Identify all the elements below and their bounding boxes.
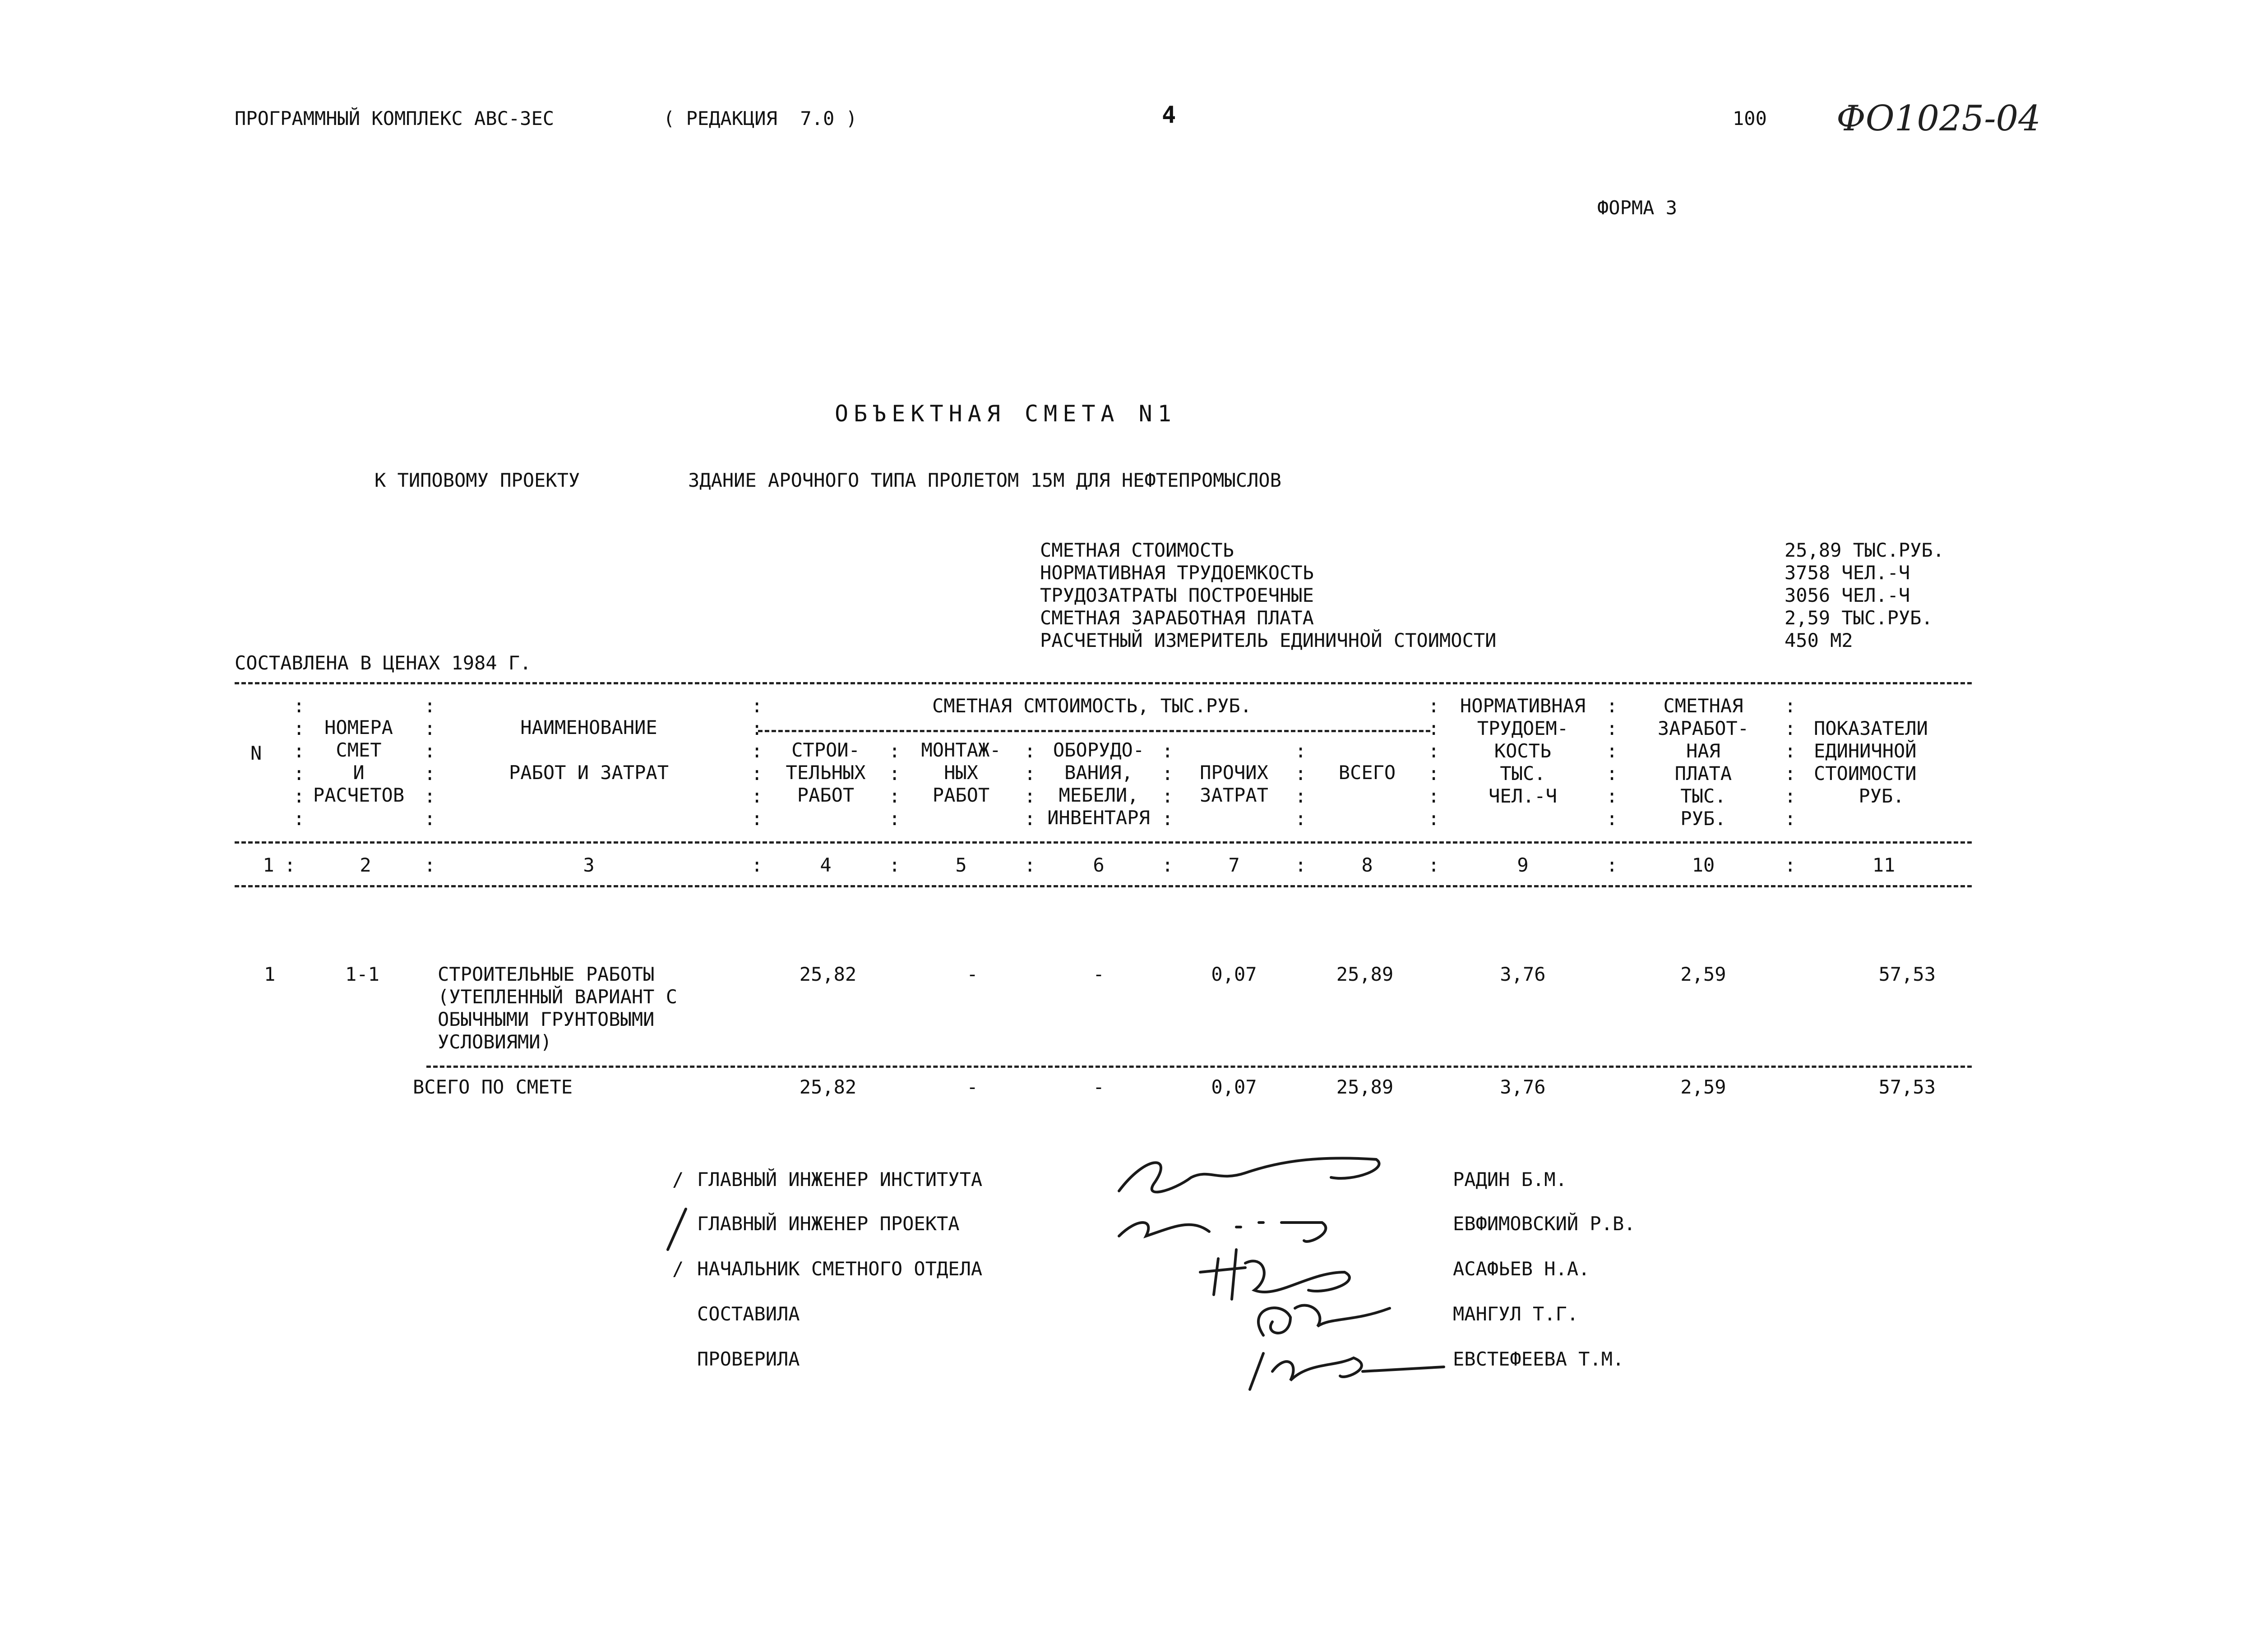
column-number: 5 [955,854,967,876]
signature-name: МАНГУЛ Т.Г. [1453,1303,1579,1325]
signature-evfimovsky [1119,1223,1326,1241]
row-labor: 3,76 [1500,963,1546,985]
signature-asafyev [1200,1250,1350,1299]
total-construction: 25,82 [799,1076,857,1098]
signature-mangul [1258,1306,1390,1335]
column-number: 6 [1093,854,1105,876]
header-cost-group: СМЕТНАЯ СМТОИМОСТЬ, ТЫС.РУБ. [932,695,1252,717]
signature-name: РАДИН Б.М. [1453,1168,1567,1191]
column-number: 7 [1228,854,1240,876]
header-installation-line: МОНТАЖ- [921,739,1001,761]
signature-role: ГЛАВНЫЙ ИНЖЕНЕР ПРОЕКТА [697,1213,960,1235]
summary-label: СМЕТНАЯ СТОИМОСТЬ [1040,539,1234,561]
header-indicators-line: СТОИМОСТИ [1814,762,1917,784]
header-other-line: ПРОЧИХ [1200,761,1268,784]
summary-value: 25,89 ТЫС.РУБ. [1784,539,1945,561]
header-wages-line: НАЯ [1686,740,1720,762]
header-n: N [250,742,262,764]
header-labor-line: ТЫС. [1500,762,1546,784]
header-wages-line: СМЕТНАЯ [1663,695,1743,717]
total-labor: 3,76 [1500,1076,1546,1098]
header-name-line: РАБОТ И ЗАТРАТ [509,761,669,784]
header-equipment-line: ВАНИЯ, [1064,761,1133,784]
header-construction-line: ТЕЛЬНЫХ [786,761,866,784]
signature-role: СОСТАВИЛА [697,1303,800,1325]
edition-label: ( РЕДАКЦИЯ 7.0 ) [663,107,857,129]
row-ref: 1-1 [345,963,379,985]
total-equipment: - [1093,1076,1105,1098]
document-page: ПРОГРАММНЫЙ КОМПЛЕКС АВС-3ЕС ( РЕДАКЦИЯ 7.0 ) 4 100 ФО1025-04 ФОРМА 3 ОБЪЕКТНАЯ СМЕТА N1 К ТИПОВОМУ ПРОЕКТУ ЗДАНИЕ АРОЧНОГО ТИПА ПРОЛЕТОМ 15М ДЛЯ НЕФТЕПРОМЫСЛОВ СМЕТНАЯ СТОИМОСТЬ 25,89 ТЫС.РУБ. НОРМАТИВНАЯ ТРУДОЕМКОСТЬ 3758 ЧЕЛ.-Ч ТРУДОЗАТРАТЫ ПОСТРОЕЧНЫЕ 3056 ЧЕЛ.-Ч СМЕТНАЯ ЗАРАБОТНАЯ ПЛАТА 2,59 ТЫС.РУБ. РАСЧЕТНЫЙ ИЗМЕРИТЕЛЬ ЕДИНИЧНОЙ СТОИМОСТИ 450 М2 СОСТАВЛЕНА В ЦЕНАХ 1984 Г. N НОМЕРА СМЕТ И РАСЧЕТОВ НАИМЕНОВАНИЕ РАБОТ И ЗАТРАТ СМЕТНАЯ СМТОИМОСТЬ, ТЫС.РУБ. СТРОИ- ТЕЛЬНЫХ РАБОТ МОНТАЖ- НЫХ РАБОТ ОБОРУДО- ВАНИЯ, МЕБЕЛИ, ИНВЕНТАРЯ ПРОЧИХ ЗАТРАТ ВСЕГО НОРМАТИВНАЯ ТРУДОЕМ- КОСТЬ ТЫС. ЧЕЛ.-Ч СМЕТНАЯ ЗАРАБОТ- НАЯ ПЛАТА ТЫС. РУБ. ПОКАЗАТЕЛИ ЕДИНИЧНОЙ СТОИМОСТИ РУБ. : : : : : : : : : : : : : : : : : : : : : : : : : : : : : : : : : : : : : : : : : : : : : : : : : : : : 1 2 3 4 5 6 7 8 9 10 11 : : : : : : : : : : 1 1-1 СТРОИТЕЛЬНЫЕ РАБОТЫ (УТЕПЛЕННЫЙ ВАРИАНТ С ОБЫЧНЫМИ ГРУНТОВЫМИ УСЛОВИЯМИ) 25,82 - - 0,07 25,89 3,76 2,59 57,53 ВСЕГО ПО СМЕТЕ 25,82 - - 0,07 25,89 3,76 2,59 57,53 / ГЛАВНЫЙ ИНЖЕНЕР ИНСТИТУТА РАДИН Б.М. ГЛАВНЫЙ ИНЖЕНЕР ПРОЕКТА ЕВФИМОВСКИЙ Р.В. / НАЧАЛЬНИК СМЕТНОГО ОТДЕЛА АСАФЬЕВ Н.А. СОСТАВИЛА МАНГУЛ Т.Г. ПРОВЕРИЛА ЕВСТЕФЕЕВА Т.М. [0,0,2256,1652]
column-number: 8 [1361,854,1373,876]
document-title: ОБЪЕКТНАЯ СМЕТА N1 [835,401,1177,427]
column-number: 11 [1872,854,1895,876]
row-wages: 2,59 [1680,963,1726,985]
signature-evstefeeva [1250,1353,1444,1389]
handwritten-code: ФО1025-04 [1836,98,2041,139]
header-numbers-line: СМЕТ [336,739,382,761]
header-indicators-line: ЕДИНИЧНОЙ [1814,740,1917,762]
summary-value: 3056 ЧЕЛ.-Ч [1784,584,1910,606]
project-name: ЗДАНИЕ АРОЧНОГО ТИПА ПРОЛЕТОМ 15М ДЛЯ НЕФТЕПРОМЫСЛОВ [688,469,1281,491]
header-installation-line: РАБОТ [932,784,990,806]
slash-mark [668,1209,686,1250]
column-number: 10 [1692,854,1715,876]
row-n: 1 [264,963,276,985]
header-wages-line: ПЛАТА [1674,762,1732,784]
header-labor-line: ЧЕЛ.-Ч [1489,785,1557,807]
column-number: 2 [360,854,371,876]
row-indicator: 57,53 [1878,963,1936,985]
header-total: ВСЕГО [1338,761,1396,784]
header-labor-line: ТРУДОЕМ- [1477,717,1569,739]
header-numbers-line: РАСЧЕТОВ [313,784,405,806]
header-equipment-line: ОБОРУДО- [1053,739,1145,761]
total-label: ВСЕГО ПО СМЕТЕ [413,1076,573,1098]
row-total: 25,89 [1336,963,1394,985]
header-numbers-line: И [353,761,365,784]
row-installation: - [966,963,978,985]
program-name: ПРОГРАММНЫЙ КОМПЛЕКС АВС-3ЕС [235,107,555,129]
header-construction-line: РАБОТ [797,784,855,806]
summary-value: 3758 ЧЕЛ.-Ч [1784,562,1910,584]
row-other: 0,07 [1211,963,1257,985]
total-wages: 2,59 [1680,1076,1726,1098]
row-name-line: (УТЕПЛЕННЫЙ ВАРИАНТ С [438,986,678,1008]
column-number: 3 [583,854,595,876]
summary-label: ТРУДОЗАТРАТЫ ПОСТРОЕЧНЫЕ [1040,584,1314,606]
row-name-line: СТРОИТЕЛЬНЫЕ РАБОТЫ [438,963,655,985]
doc-code: 100 [1733,107,1767,129]
column-number: 4 [820,854,832,876]
header-indicators-line: РУБ. [1858,785,1905,807]
total-other: 0,07 [1211,1076,1257,1098]
summary-value: 450 М2 [1784,629,1853,651]
signature-name: ЕВФИМОВСКИЙ Р.В. [1453,1213,1636,1235]
header-wages-line: ТЫС. [1680,785,1726,807]
summary-label: НОРМАТИВНАЯ ТРУДОЕМКОСТЬ [1040,562,1314,584]
prices-note: СОСТАВЛЕНА В ЦЕНАХ 1984 Г. [235,652,532,674]
signature-role: ГЛАВНЫЙ ИНЖЕНЕР ИНСТИТУТА [697,1168,983,1191]
header-equipment-line: МЕБЕЛИ, [1059,784,1139,806]
summary-value: 2,59 ТЫС.РУБ. [1784,607,1933,629]
total-indicator: 57,53 [1878,1076,1936,1098]
header-indicators-line: ПОКАЗАТЕЛИ [1814,717,1928,739]
header-other-line: ЗАТРАТ [1200,784,1268,806]
header-wages-line: ЗАРАБОТ- [1657,717,1749,739]
signature-role: НАЧАЛЬНИК СМЕТНОГО ОТДЕЛА [697,1258,983,1280]
header-equipment-line: ИНВЕНТАРЯ [1047,807,1150,829]
row-name-line: УСЛОВИЯМИ) [438,1031,552,1053]
signature-name: АСАФЬЕВ Н.А. [1453,1258,1590,1280]
header-installation-line: НЫХ [944,761,978,784]
header-labor-line: НОРМАТИВНАЯ [1460,695,1586,717]
page-number: 4 [1162,102,1176,129]
row-equipment: - [1093,963,1105,985]
signature-radin [1119,1158,1379,1192]
total-total: 25,89 [1336,1076,1394,1098]
form-label: ФОРМА 3 [1597,197,1678,219]
row-name-line: ОБЫЧНЫМИ ГРУНТОВЫМИ [438,1008,655,1030]
row-construction: 25,82 [799,963,857,985]
project-label: К ТИПОВОМУ ПРОЕКТУ [374,469,580,491]
summary-label: РАСЧЕТНЫЙ ИЗМЕРИТЕЛЬ ЕДИНИЧНОЙ СТОИМОСТИ [1040,629,1497,651]
total-installation: - [966,1076,978,1098]
signature-role: ПРОВЕРИЛА [697,1348,800,1370]
header-labor-line: КОСТЬ [1494,740,1552,762]
header-numbers-line: НОМЕРА [324,716,393,738]
header-name-line: НАИМЕНОВАНИЕ [520,716,657,738]
column-number: 1 [263,854,274,876]
header-wages-line: РУБ. [1680,808,1726,830]
signature-name: ЕВСТЕФЕЕВА Т.М. [1453,1348,1624,1370]
summary-label: СМЕТНАЯ ЗАРАБОТНАЯ ПЛАТА [1040,607,1314,629]
header-construction-line: СТРОИ- [791,739,860,761]
column-number: 9 [1517,854,1529,876]
